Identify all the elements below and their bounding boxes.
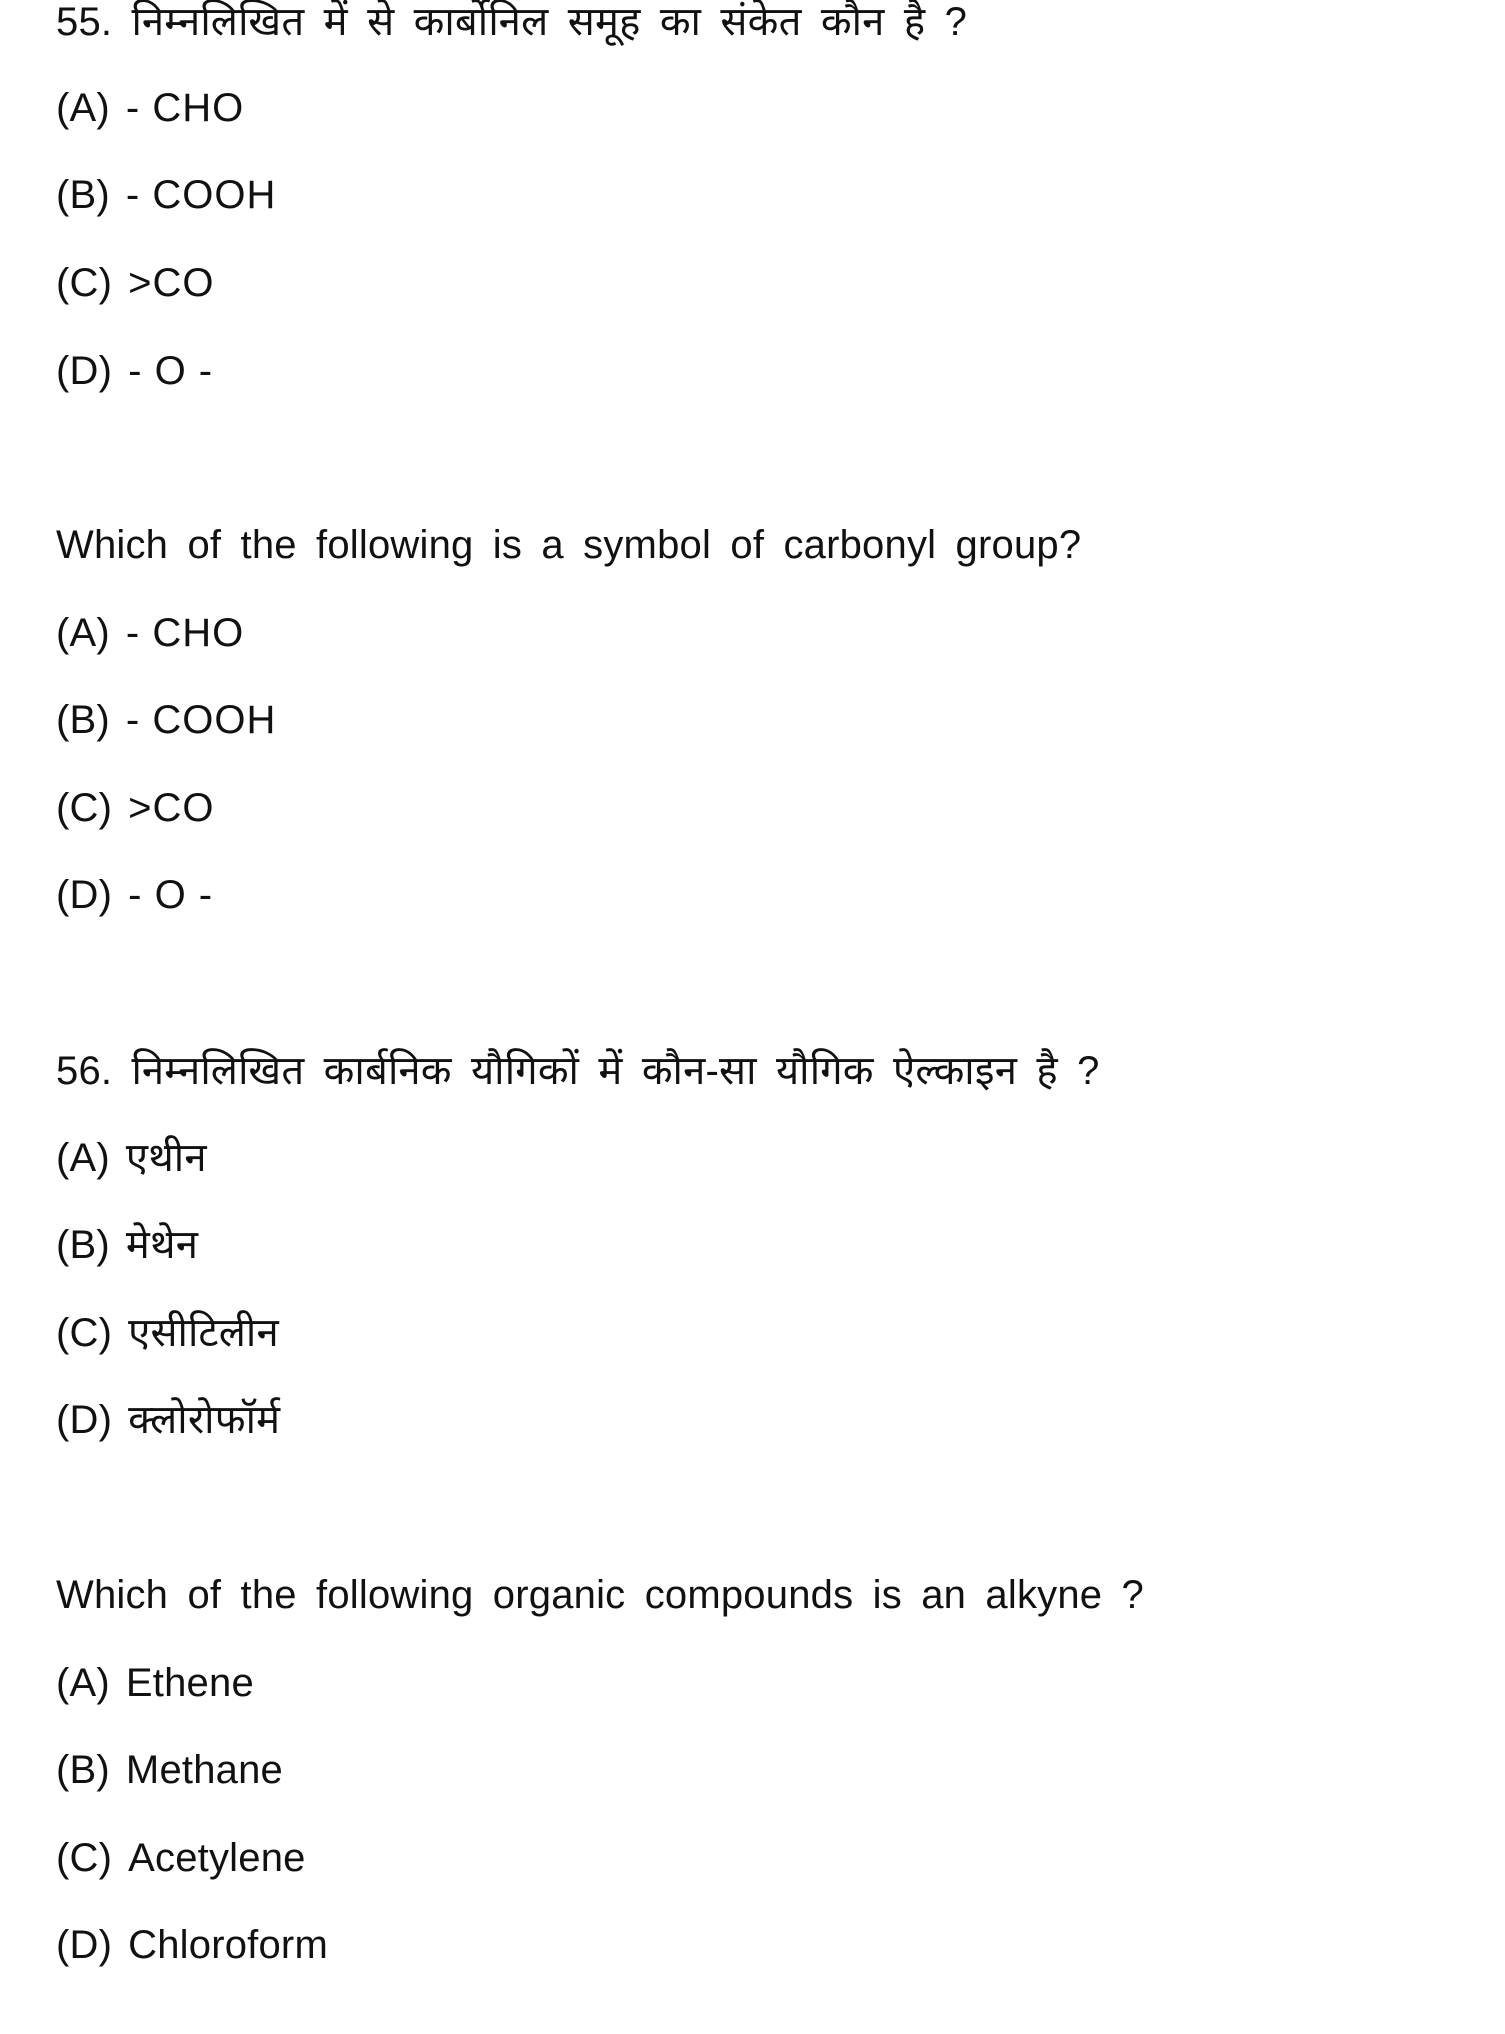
option-text: - O - [128, 349, 214, 393]
option-b [56, 171, 276, 219]
question-number: 56. [56, 1049, 113, 1093]
option-label: (A) [56, 86, 110, 130]
option-text: >CO [128, 786, 215, 830]
option-text: >CO [128, 261, 215, 305]
option-text: एथीन [125, 1136, 207, 1180]
option-a [56, 84, 244, 132]
question-text: निम्नलिखित कार्बनिक यौगिकों में कौन-सा यौगिक ऐल्काइन है ? [131, 1049, 1100, 1093]
option-b [56, 1221, 198, 1269]
question-number: 55. [56, 0, 113, 44]
option-d [56, 347, 213, 395]
option-text: - CHO [125, 86, 245, 130]
option-text: Chloroform [128, 1923, 328, 1967]
option-text: मेथेन [125, 1223, 199, 1267]
option-text: एसीटिलीन [128, 1311, 279, 1355]
option-text: Methane [125, 1748, 283, 1792]
option-label: (A) [56, 611, 110, 655]
option-text: क्लोरोफॉर्म [128, 1398, 281, 1442]
question-55-hindi [56, 0, 967, 46]
option-a [56, 1659, 254, 1707]
option-text: - O - [128, 873, 214, 917]
option-d [56, 871, 213, 919]
option-d [56, 1396, 280, 1444]
question-55-english [56, 521, 1081, 569]
option-text: Ethene [125, 1661, 254, 1705]
question-text: निम्नलिखित में से कार्बोनिल समूह का संकेत कौन है ? [131, 0, 968, 44]
option-c [56, 259, 215, 307]
option-label: (D) [56, 1398, 113, 1442]
option-label: (B) [56, 1223, 110, 1267]
option-d [56, 1921, 328, 1969]
option-a [56, 609, 244, 657]
question-56-english [56, 1571, 1144, 1619]
option-label: (B) [56, 698, 110, 742]
option-label: (B) [56, 173, 110, 217]
option-label: (D) [56, 873, 113, 917]
option-b [56, 696, 276, 744]
option-text: - COOH [125, 173, 277, 217]
option-text: - COOH [125, 698, 277, 742]
option-label: (D) [56, 349, 113, 393]
question-56-hindi [56, 1047, 1100, 1095]
option-label: (B) [56, 1748, 110, 1792]
option-label: (A) [56, 1136, 110, 1180]
question-text: Which of the following is a symbol of carbonyl group? [56, 523, 1082, 567]
option-text: - CHO [125, 611, 245, 655]
option-text: Acetylene [128, 1836, 306, 1880]
option-label: (C) [56, 1311, 113, 1355]
option-c [56, 1834, 306, 1882]
option-label: (D) [56, 1923, 113, 1967]
option-label: (C) [56, 261, 113, 305]
option-c [56, 784, 215, 832]
question-text: Which of the following organic compounds is an alkyne ? [56, 1573, 1144, 1617]
option-label: (C) [56, 786, 113, 830]
option-label: (C) [56, 1836, 113, 1880]
option-b [56, 1746, 283, 1794]
option-c [56, 1309, 279, 1357]
option-a [56, 1134, 207, 1182]
option-label: (A) [56, 1661, 110, 1705]
